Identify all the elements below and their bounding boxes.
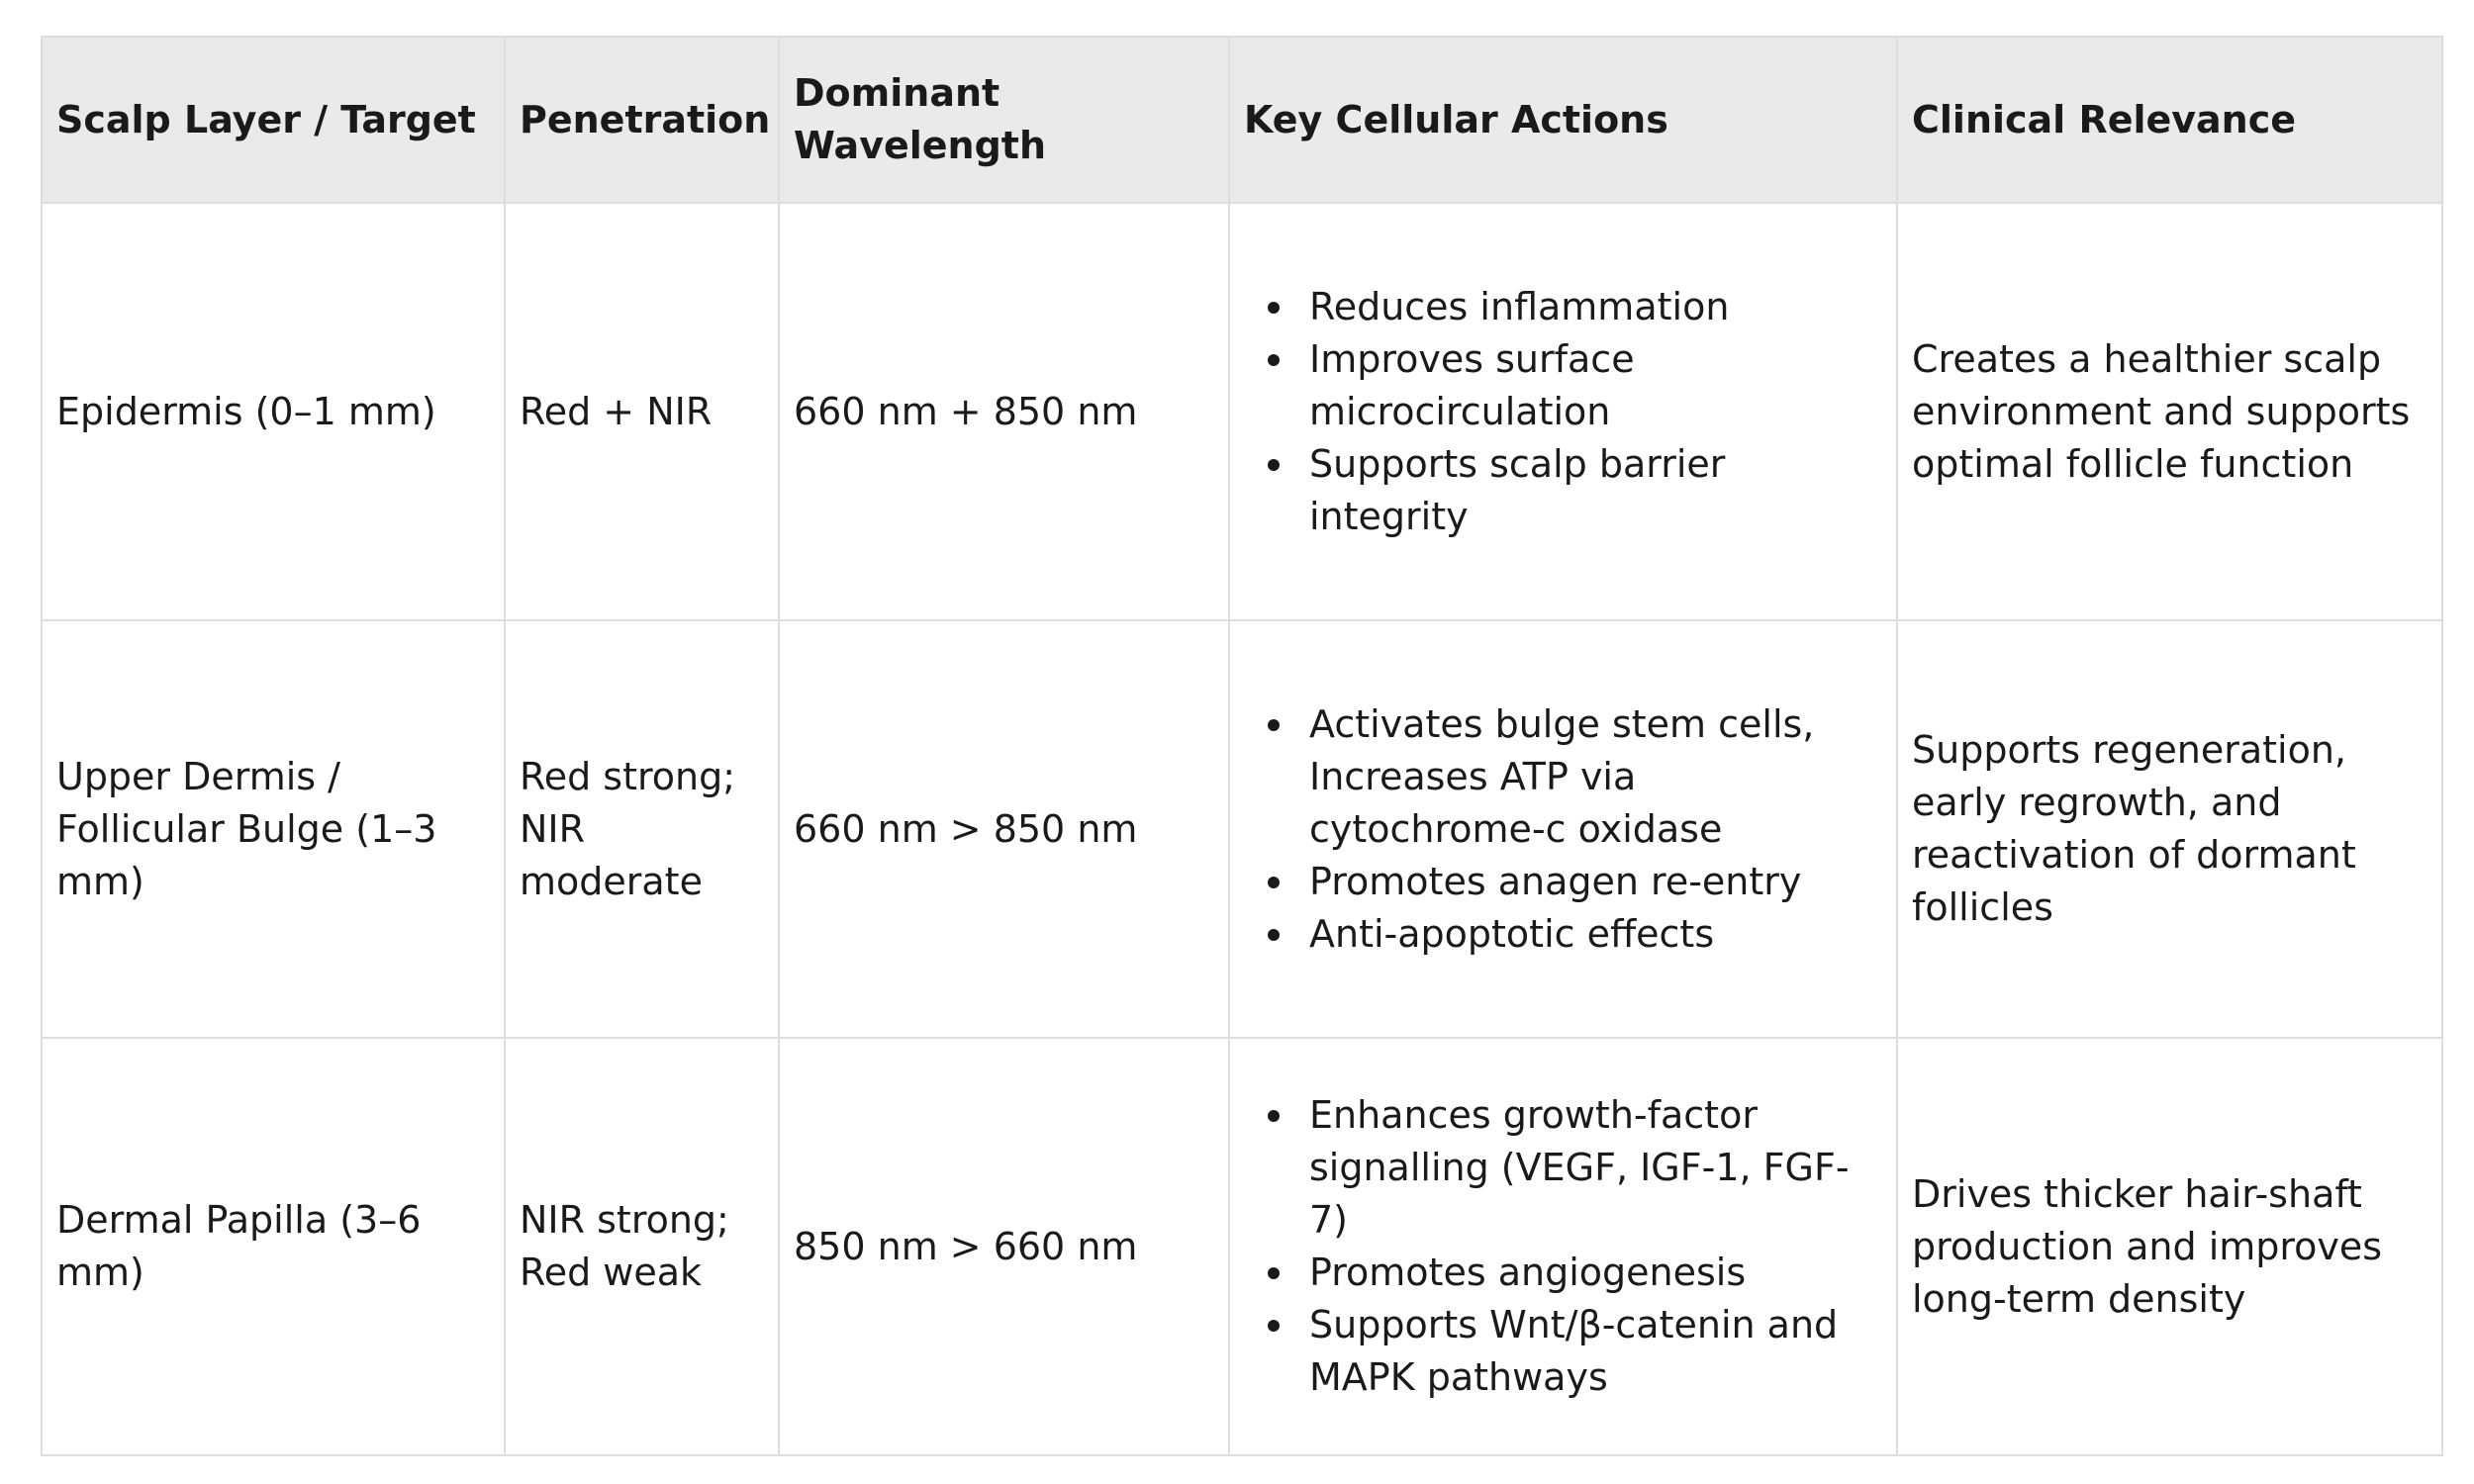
list-item: Supports Wnt/β-catenin and MAPK pathways: [1244, 1299, 1882, 1404]
scalp-layer-table: [41, 36, 2443, 1456]
list-item: Improves surface microcirculation: [1244, 333, 1882, 438]
cell-penetration: Red strong; NIR moderate: [505, 620, 779, 1038]
list-item: Activates bulge stem cells, Increases ATP via cytochrome-c oxidase: [1244, 698, 1882, 856]
header-scalp-layer: Scalp Layer / Target: [42, 37, 505, 203]
actions-list: [1244, 1089, 1882, 1404]
cell-penetration: Red + NIR: [505, 203, 779, 620]
list-item: Supports scalp barrier integrity: [1244, 438, 1882, 543]
cell-actions: [1229, 1038, 1897, 1455]
cell-actions: [1229, 620, 1897, 1038]
cell-layer: Upper Dermis / Follicular Bulge (1–3 mm): [42, 620, 505, 1038]
header-key-cellular-actions: Key Cellular Actions: [1229, 37, 1897, 203]
cell-layer: Dermal Papilla (3–6 mm): [42, 1038, 505, 1455]
comparison-table-container: [41, 36, 2441, 1454]
cell-actions: [1229, 203, 1897, 620]
list-item: Enhances growth-factor signalling (VEGF, IGF-1, FGF-7): [1244, 1089, 1882, 1247]
header-dominant-wavelength: Dominant Wavelength: [779, 37, 1229, 203]
list-item: Promotes angiogenesis: [1244, 1247, 1882, 1299]
cell-wavelength: 660 nm + 850 nm: [779, 203, 1229, 620]
table-body: [42, 203, 2442, 1455]
actions-list: [1244, 281, 1882, 543]
cell-relevance: Drives thicker hair-shaft production and improves long-term density: [1897, 1038, 2442, 1455]
cell-wavelength: 660 nm > 850 nm: [779, 620, 1229, 1038]
cell-relevance: Creates a healthier scalp environment and supports optimal follicle function: [1897, 203, 2442, 620]
cell-penetration: NIR strong; Red weak: [505, 1038, 779, 1455]
table-header: [42, 37, 2442, 203]
table-row: [42, 203, 2442, 620]
header-penetration: Penetration: [505, 37, 779, 203]
actions-list: [1244, 698, 1882, 961]
list-item: Reduces inflammation: [1244, 281, 1882, 333]
cell-wavelength: 850 nm > 660 nm: [779, 1038, 1229, 1455]
list-item: Promotes anagen re-entry: [1244, 856, 1882, 908]
header-row: [42, 37, 2442, 203]
cell-relevance: Supports regeneration, early regrowth, and reactivation of dormant follicles: [1897, 620, 2442, 1038]
table-row: [42, 620, 2442, 1038]
header-clinical-relevance: Clinical Relevance: [1897, 37, 2442, 203]
list-item: Anti-apoptotic effects: [1244, 908, 1882, 961]
cell-layer: Epidermis (0–1 mm): [42, 203, 505, 620]
table-row: [42, 1038, 2442, 1455]
